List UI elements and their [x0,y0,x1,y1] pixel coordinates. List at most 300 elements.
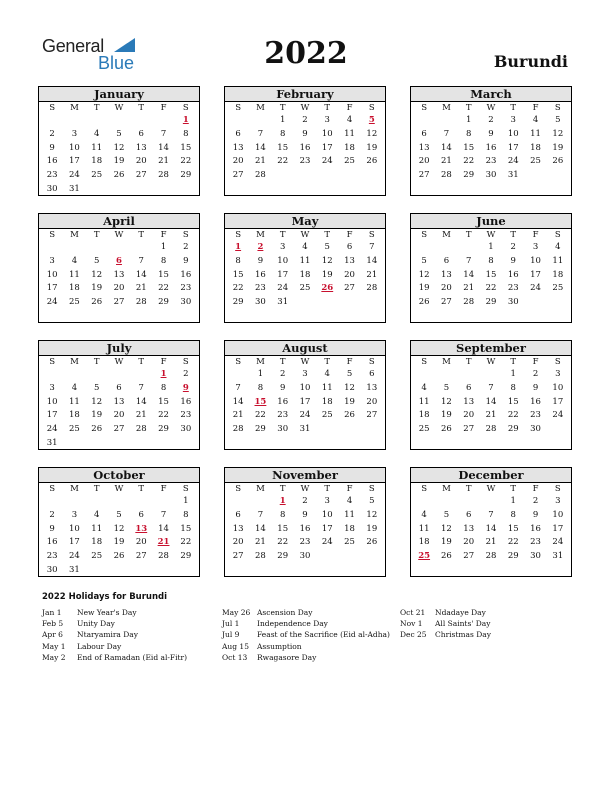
day-cell: 13 [463,396,475,407]
day-cell: 16 [277,396,289,407]
day-cell: 29 [507,551,519,562]
weekday-label: M [70,357,79,367]
day-cell: 23 [180,283,192,294]
day-cell: 13 [232,142,244,153]
day-cell: 23 [180,410,192,421]
day-cell: 27 [366,410,378,421]
day-cell: 12 [366,128,378,139]
week-row [225,155,385,169]
day-cell: 6 [421,128,427,139]
day-cell: 14 [463,269,475,280]
day-cell: 9 [257,255,264,266]
day-cell: 15 [277,523,289,534]
holiday-name: All Saints' Day [435,619,491,629]
weekday-label: T [279,103,286,113]
day-cell: 5 [369,496,375,506]
weekday-label: S [554,230,561,240]
holiday-name: Ascension Day [257,608,313,617]
day-cell: 10 [530,255,541,266]
day-cell: 27 [463,551,475,562]
empty-cell [175,437,197,451]
week-row [225,550,385,564]
weekday-label: T [93,357,100,367]
day-cell: 19 [441,537,452,548]
empty-cell [338,423,360,437]
week-row [39,423,199,437]
day-cell: 13 [232,523,244,534]
weekday-label: S [368,230,375,240]
weekday-label: T [324,357,331,367]
day-cell: 31 [69,564,80,575]
weekday-label: T [93,103,100,113]
week-row [39,155,199,169]
weekday-label: T [138,230,145,240]
day-cell: 23 [485,156,497,167]
day-cell: 15 [232,269,244,280]
day-cell: 12 [418,269,430,280]
empty-cell [524,296,546,310]
day-cell: 14 [441,142,452,153]
day-cell: 1 [160,242,167,252]
empty-cell [249,495,271,509]
weekday-label: W [486,484,496,494]
day-cell: 20 [344,269,355,280]
week-row [39,128,199,142]
day-cell: 25 [418,424,430,435]
weekday-label: T [465,103,472,113]
weekday-header [39,483,199,495]
week-row [411,550,571,564]
day-cell: 7 [443,128,450,139]
week-row [411,128,571,142]
month-title: December [411,468,571,483]
day-cell: 1 [257,369,264,379]
day-cell: 5 [93,382,100,393]
holidays-title: 2022 Holidays for Burundi [42,592,168,602]
day-cell: 2 [183,369,189,379]
day-cell: 12 [91,396,103,407]
day-cell: 24 [69,551,80,562]
day-cell: 28 [232,424,244,435]
week-row [39,396,199,410]
day-cell: 10 [69,142,80,153]
week-row [411,536,571,550]
holiday-date-label: Nov 1 [400,619,423,629]
week-row [39,523,199,537]
week-row [411,255,571,269]
holiday-date: 5 [368,115,375,125]
holiday-name: Assumption [257,641,302,651]
day-cell: 14 [255,142,266,153]
month-title: October [39,468,199,483]
day-cell: 19 [418,283,430,294]
day-cell: 28 [485,424,497,435]
holiday-column [222,607,390,663]
day-cell: 8 [279,128,286,139]
empty-cell [130,495,152,509]
day-cell: 13 [344,255,355,266]
day-cell: 21 [463,283,475,294]
weekday-label: F [160,484,167,494]
holiday-entry [400,629,491,640]
empty-cell [108,495,130,509]
day-cell: 26 [344,410,355,421]
day-cell: 25 [69,297,80,308]
day-cell: 17 [552,396,564,407]
day-cell: 21 [232,410,244,421]
weekday-label: S [421,103,428,113]
holiday-name: End of Ramadan (Eid al-Fitr) [77,652,188,662]
empty-cell [63,368,85,382]
week-row [411,396,571,410]
day-cell: 7 [488,382,494,393]
empty-cell [361,169,383,183]
day-cell: 12 [113,523,125,534]
day-cell: 29 [158,424,169,435]
empty-cell [413,368,435,382]
day-cell: 9 [532,509,539,520]
day-cell: 10 [321,509,333,520]
day-cell: 11 [344,509,355,520]
day-cell: 7 [138,255,144,266]
empty-cell [316,296,338,310]
day-cell: 2 [532,496,539,506]
day-cell: 2 [302,496,308,506]
month-april [38,213,200,323]
day-cell: 7 [465,255,472,266]
weekday-label: M [442,484,451,494]
weekday-label: T [510,230,517,240]
weekday-label: T [510,103,517,113]
day-cell: 5 [116,509,122,520]
holiday-name: Independence Day [257,619,328,629]
logo-text-general: General [42,36,104,56]
day-cell: 26 [366,156,378,167]
day-cell: 18 [91,156,103,167]
week-row [39,382,199,396]
day-cell: 2 [183,242,189,252]
day-cell: 4 [346,496,353,506]
weekday-label: S [182,103,189,113]
empty-cell [458,495,480,509]
empty-cell [413,495,435,509]
day-cell: 11 [344,128,355,139]
weekday-label: F [346,103,353,113]
month-march [410,86,572,196]
day-cell: 15 [158,269,169,280]
day-cell: 23 [507,283,519,294]
holiday-entry [222,618,390,629]
day-cell: 20 [232,156,244,167]
day-cell: 24 [321,156,333,167]
day-cell: 8 [279,509,286,520]
week-row [411,241,571,255]
weekday-label: T [510,484,517,494]
day-cell: 13 [463,523,475,534]
day-cell: 13 [113,396,125,407]
weekday-label: F [346,230,353,240]
weekday-header [411,102,571,114]
weekday-label: S [235,103,242,113]
weekday-label: T [324,484,331,494]
day-cell: 3 [71,509,78,520]
empty-cell [86,368,108,382]
day-cell: 30 [507,297,519,308]
day-cell: 10 [46,396,58,407]
week-row [225,409,385,423]
day-cell: 12 [441,523,452,534]
month-october [38,467,200,577]
day-cell: 11 [91,142,103,153]
holiday-date-label: May 1 [42,641,66,651]
day-cell: 30 [180,424,192,435]
week-row [411,114,571,128]
empty-cell [175,564,197,578]
day-cell: 7 [235,382,241,393]
week-row [39,409,199,423]
day-cell: 27 [232,551,244,562]
day-cell: 30 [485,170,497,181]
day-cell: 5 [443,382,450,393]
day-cell: 22 [277,537,289,548]
empty-cell [130,368,152,382]
day-cell: 21 [485,410,497,421]
day-cell: 15 [485,269,497,280]
holiday-date-label: Jul 1 [222,619,240,629]
weekday-label: F [160,103,167,113]
day-cell: 21 [135,283,147,294]
day-cell: 12 [321,255,333,266]
day-cell: 30 [530,424,541,435]
weekday-label: S [182,357,189,367]
day-cell: 16 [46,537,58,548]
month-september [410,340,572,450]
week-row [225,495,385,509]
day-cell: 8 [183,128,189,139]
empty-cell [435,241,457,255]
holiday-date: 21 [157,537,170,548]
month-title: June [411,214,571,229]
day-cell: 30 [46,183,58,194]
weekday-header [411,229,571,241]
day-cell: 26 [366,537,378,548]
week-row [225,142,385,156]
empty-cell [480,495,502,509]
day-cell: 23 [530,410,541,421]
week-row [39,550,199,564]
weekday-label: T [279,484,286,494]
day-cell: 11 [69,269,80,280]
weekday-label: W [486,357,496,367]
day-cell: 5 [324,242,330,252]
week-row [225,523,385,537]
day-cell: 6 [116,382,122,393]
empty-cell [41,241,63,255]
day-cell: 26 [91,297,103,308]
holiday-entry [222,607,390,618]
day-cell: 10 [321,128,333,139]
empty-cell [86,183,108,197]
day-cell: 25 [344,156,355,167]
day-cell: 28 [135,424,147,435]
day-cell: 9 [510,255,516,266]
day-cell: 5 [93,255,100,266]
empty-cell [108,241,130,255]
day-cell: 8 [235,255,241,266]
empty-cell [86,495,108,509]
day-cell: 11 [69,396,80,407]
day-cell: 24 [552,410,564,421]
weekday-label: S [368,357,375,367]
day-cell: 24 [69,170,80,181]
weekday-label: S [49,484,56,494]
day-cell: 7 [160,509,167,520]
weekday-label: S [49,103,56,113]
week-row [411,368,571,382]
day-cell: 2 [49,128,55,139]
week-row [225,423,385,437]
day-cell: 16 [180,269,192,280]
empty-cell [41,114,63,128]
holiday-date-label: Apr 6 [42,630,63,640]
day-cell: 11 [530,128,541,139]
day-cell: 26 [113,551,125,562]
week-row [225,509,385,523]
day-cell: 18 [69,410,80,421]
day-cell: 10 [277,255,289,266]
holiday-entry [42,629,187,640]
day-cell: 2 [279,369,286,379]
empty-cell [108,437,130,451]
weekday-label: S [368,103,375,113]
weekday-label: W [114,357,124,367]
holiday-date-label: Dec 25 [400,630,427,640]
day-cell: 29 [507,424,519,435]
weekday-label: M [442,230,451,240]
weekday-label: S [554,357,561,367]
day-cell: 4 [532,115,539,125]
day-cell: 7 [160,128,167,139]
weekday-label: W [300,230,310,240]
month-title: September [411,341,571,356]
month-title: January [39,87,199,102]
holiday-date: 1 [279,496,286,506]
weekday-header [225,483,385,495]
day-cell: 6 [443,255,450,266]
week-row [39,437,199,451]
empty-cell [524,169,546,183]
day-cell: 14 [135,269,147,280]
weekday-label: W [114,230,124,240]
day-cell: 23 [46,170,58,181]
weekday-label: F [532,357,539,367]
week-row [39,114,199,128]
week-row [225,114,385,128]
day-cell: 9 [488,128,494,139]
day-cell: 21 [441,156,452,167]
day-cell: 11 [418,396,430,407]
day-cell: 28 [441,170,452,181]
holiday-entry [222,641,390,652]
day-cell: 16 [299,142,311,153]
day-cell: 20 [441,283,452,294]
day-cell: 27 [232,170,244,181]
empty-cell [316,169,338,183]
day-cell: 20 [463,410,475,421]
day-cell: 15 [463,142,475,153]
day-cell: 31 [277,297,289,308]
week-row [225,241,385,255]
page-title-year: 2022 [264,36,348,71]
empty-cell [86,564,108,578]
day-cell: 30 [530,551,541,562]
weekday-label: T [324,230,331,240]
week-row [411,169,571,183]
day-cell: 4 [324,369,330,379]
empty-cell [41,368,63,382]
week-row [411,155,571,169]
day-cell: 8 [183,509,189,520]
day-cell: 28 [366,283,378,294]
holiday-name: Unity Day [77,619,115,629]
day-cell: 5 [346,369,353,379]
week-row [39,183,199,197]
week-row [411,296,571,310]
empty-cell [413,114,435,128]
day-cell: 22 [180,537,192,548]
day-cell: 18 [344,523,355,534]
day-cell: 4 [302,242,308,252]
holiday-date: 13 [135,523,148,534]
day-cell: 20 [113,410,125,421]
weekday-label: T [465,230,472,240]
day-cell: 29 [463,170,475,181]
day-cell: 30 [299,551,311,562]
day-cell: 22 [232,283,244,294]
day-cell: 27 [113,297,125,308]
week-row [411,282,571,296]
day-cell: 20 [463,537,475,548]
empty-cell [152,437,174,451]
weekday-label: M [442,103,451,113]
day-cell: 16 [255,269,266,280]
day-cell: 10 [299,382,311,393]
week-row [225,282,385,296]
month-february [224,86,386,196]
day-cell: 18 [69,283,80,294]
empty-cell [294,169,316,183]
weekday-label: W [300,484,310,494]
day-cell: 21 [158,156,169,167]
day-cell: 4 [93,509,100,520]
day-cell: 23 [46,551,58,562]
empty-cell [316,423,338,437]
month-november [224,467,386,577]
weekday-label: M [70,230,79,240]
day-cell: 16 [530,523,541,534]
holiday-date-label: Jul 9 [222,630,240,640]
day-cell: 9 [532,382,539,393]
day-cell: 6 [235,509,241,520]
weekday-label: F [346,357,353,367]
empty-cell [361,550,383,564]
day-cell: 1 [183,496,189,506]
day-cell: 5 [555,115,561,125]
weekday-label: T [138,103,145,113]
week-row [411,523,571,537]
empty-cell [108,564,130,578]
day-cell: 23 [530,537,541,548]
